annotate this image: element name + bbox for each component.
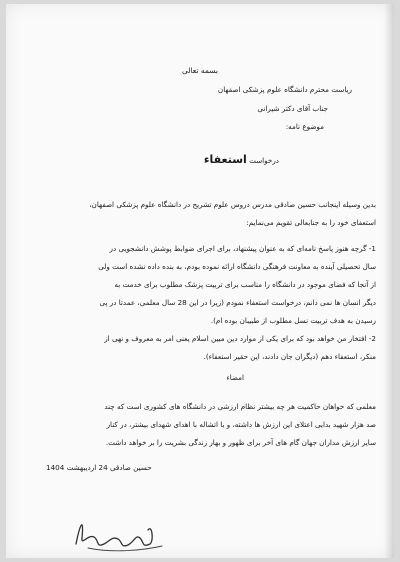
- point1-line-2: سال تحصیلی آینده به معاونت فرهنگی دانشگاه ارائه نموده بودم، به بنده داده نشده است ولی: [98, 262, 376, 271]
- addressee: جناب آقای دکتر شیرانی: [257, 104, 328, 113]
- intro-line-1: بدین وسیله اینجانب حسین صادقی مدرس دروس علوم تشریح در دانشگاه علوم پزشکی اصفهان،: [89, 200, 376, 209]
- letter-page: [6, 4, 394, 558]
- final-line-3: سایر ارزش مداران جهان گام های آخر برای ظهور و بهار زندگی بشریت را بر خواهد داشت.: [105, 438, 376, 447]
- subject-label: موضوع نامه:: [285, 122, 324, 131]
- point1-line-4: دیگر انسان ها نمی دانم، درخواست استعفاء نمودم (زیرا در این 28 سال معلمی، عمدتا در پی: [99, 298, 376, 307]
- intro-line-2: استعفای خود را به جنابعالی تقویم می‌نمایم:: [246, 218, 376, 227]
- final-line-2: صد هزار شهید بدایی اعتلای این ارزش ها داشته، و با اتشاله با اهدای شهدای بیشتر، در کنار: [106, 420, 376, 429]
- closing-word: امضاء: [226, 373, 244, 382]
- point2-line-2: منکر، استعفاء دهم (دیگران جان دادند، این حقیر استعفاء).: [203, 352, 376, 361]
- recipient: ریاست محترم دانشگاه علوم پزشکی اصفهان: [217, 85, 352, 94]
- point1-line-5: رسیدن به هدف تربیت نسل مطلوب از طبیبان بوده ام).: [210, 316, 376, 325]
- request-line: [204, 155, 279, 165]
- final-line-1: معلمی که خواهان حاکمیت هر چه بیشتر نظام ارزشی در دانشگاه های کشوری است که چند: [104, 402, 376, 411]
- sign-line: حسین صادقی 24 اردیبهشت 1404: [46, 463, 152, 472]
- request-word: استعفاء: [203, 153, 247, 166]
- handwritten-signature: [66, 504, 176, 554]
- point1-line-1: 1- گرچه هنوز پاسخ نامه‌ای که به عنوان پیشنهاد، برای اجرای ضوابط پوشش دانشجویی در: [109, 244, 376, 253]
- request-prefix: درخواست: [249, 156, 279, 165]
- invocation: بسمه تعالی: [181, 66, 219, 75]
- point1-line-3: از آنجا که فضای موجود در دانشگاه را مناسب برای تربیت پزشک مطلوب برای خدمت به: [114, 280, 376, 289]
- point2-line-1: 2- افتخار من خواهد بود که برای یکی از موارد دین مبین اسلام یعنی امر به معروف و نهی از: [104, 334, 376, 343]
- page-edge-shadow: [384, 4, 394, 558]
